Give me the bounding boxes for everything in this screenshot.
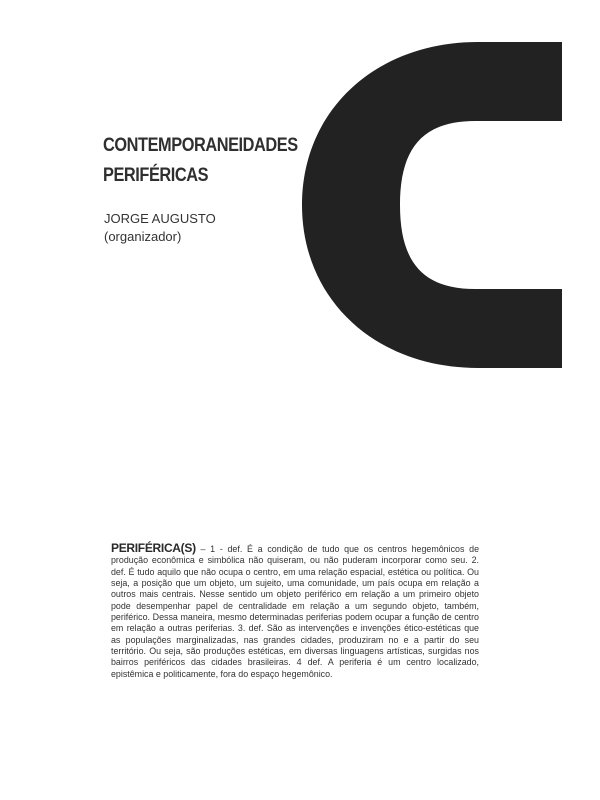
definition-term: PERIFÉRICA(S): [111, 541, 196, 555]
author-name: JORGE AUGUSTO: [104, 211, 216, 226]
definition-text: – 1 - def. É a condição de tudo que os centros hegemônicos de produção econômica e simbólica não quiseram, ou não puderam incorporar como seu. 2. def. É tudo aquilo que não ocupa o centro, em uma relação espacial, estética ou política. Ou seja, a posição que um objeto, um sujeito, uma comunidade, um país ocupa em relação a outros mais centrais. Nesse sentido um objeto periférico em relação a um primeiro objeto pode desempenhar papel de centralidade em relação a um segundo objeto, também, periférico. Dessa maneira, mesmo determinadas periferias podem ocupar a função de centro em relação a outras periferias. 3. def. São as intervenções e invenções ético-estéticas que as populações marginalizadas, nas grandes cidades, produziram no e a partir do seu território. Ou seja, são produções estéticas, em diversas linguagens artísticas, surgidas nos bairros periféricos das cidades brasileiras. 4 def. A periferia é um centro localizado, epistêmica e politicamente, fora do espaço hegemônico.: [111, 544, 479, 679]
book-title-line-1: CONTEMPORANEIDADES: [103, 135, 298, 156]
book-title-line-2: PERIFÉRICAS: [103, 165, 209, 186]
editor-note: (organizador): [104, 229, 182, 244]
definition-paragraph: [111, 543, 479, 680]
book-title: [103, 131, 298, 191]
